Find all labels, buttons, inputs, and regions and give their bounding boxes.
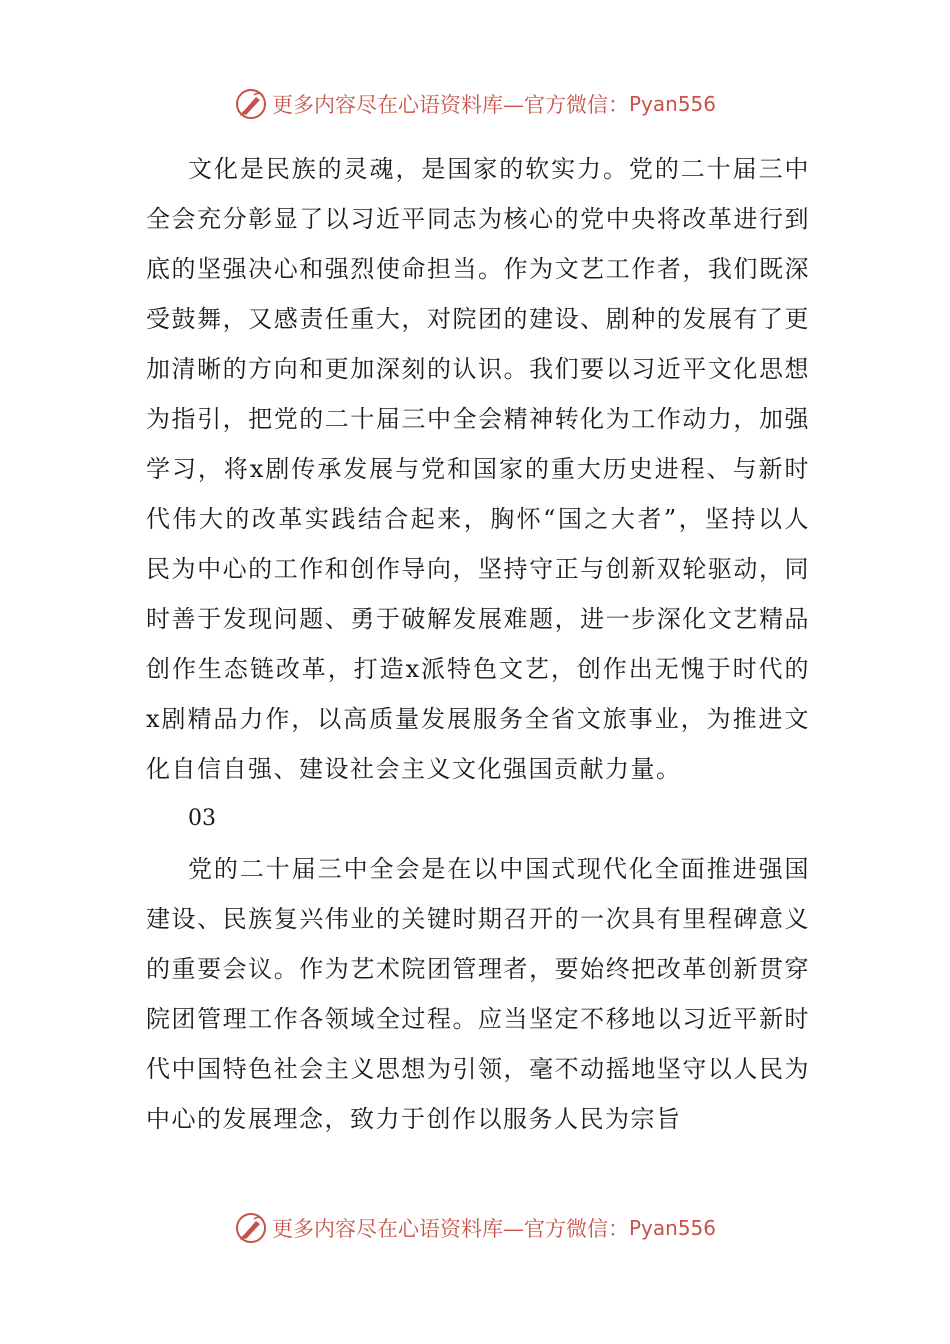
watermark-wechat-id: Pyan556 xyxy=(628,92,716,116)
body-paragraph-2: 党的二十届三中全会是在以中国式现代化全面推进强国建设、民族复兴伟业的关键时期召开的一次具有里程碑意义的重要会议。作为艺术院团管理者，要始终把改革创新贯穿院团管理工作各领域全过程。应当坚定不移地以习近平新时代中国特色社会主义思想为引领，毫不动摇地坚守以人民为中心的发展理念，致力于创作以服务人民为宗旨 xyxy=(146,855,810,1133)
pen-logo-icon xyxy=(234,1211,268,1245)
watermark-header xyxy=(0,82,950,126)
document-body xyxy=(146,144,810,1144)
watermark-footer xyxy=(0,1206,950,1250)
body-paragraph-1: 文化是民族的灵魂，是国家的软实力。党的二十届三中全会充分彰显了以习近平同志为核心的党中央将改革进行到底的坚强决心和强烈使命担当。作为文艺工作者，我们既深受鼓舞，又感责任重大，对院团的建设、剧种的发展有了更加清晰的方向和更加深刻的认识。我们要以习近平文化思想为指引，把党的二十届三中全会精神转化为工作动力，加强学习，将x剧传承发展与党和国家的重大历史进程、与新时代伟大的改革实践结合起来，胸怀“国之大者”，坚持以人民为中心的工作和创作导向，坚持守正与创新双轮驱动，同时善于发现问题、勇于破解发展难题，进一步深化文艺精品创作生态链改革，打造x派特色文艺，创作出无愧于时代的x剧精品力作，以高质量发展服务全省文旅事业，为推进文化自信自强、建设社会主义文化强国贡献力量。 xyxy=(146,155,810,783)
pen-logo-icon xyxy=(234,87,268,121)
watermark-text: 更多内容尽在心语资料库—官方微信： xyxy=(271,93,629,117)
section-number: 03 xyxy=(188,806,216,831)
watermark-text: 更多内容尽在心语资料库—官方微信： xyxy=(271,1217,629,1241)
watermark-wechat-id: Pyan556 xyxy=(628,1216,716,1240)
